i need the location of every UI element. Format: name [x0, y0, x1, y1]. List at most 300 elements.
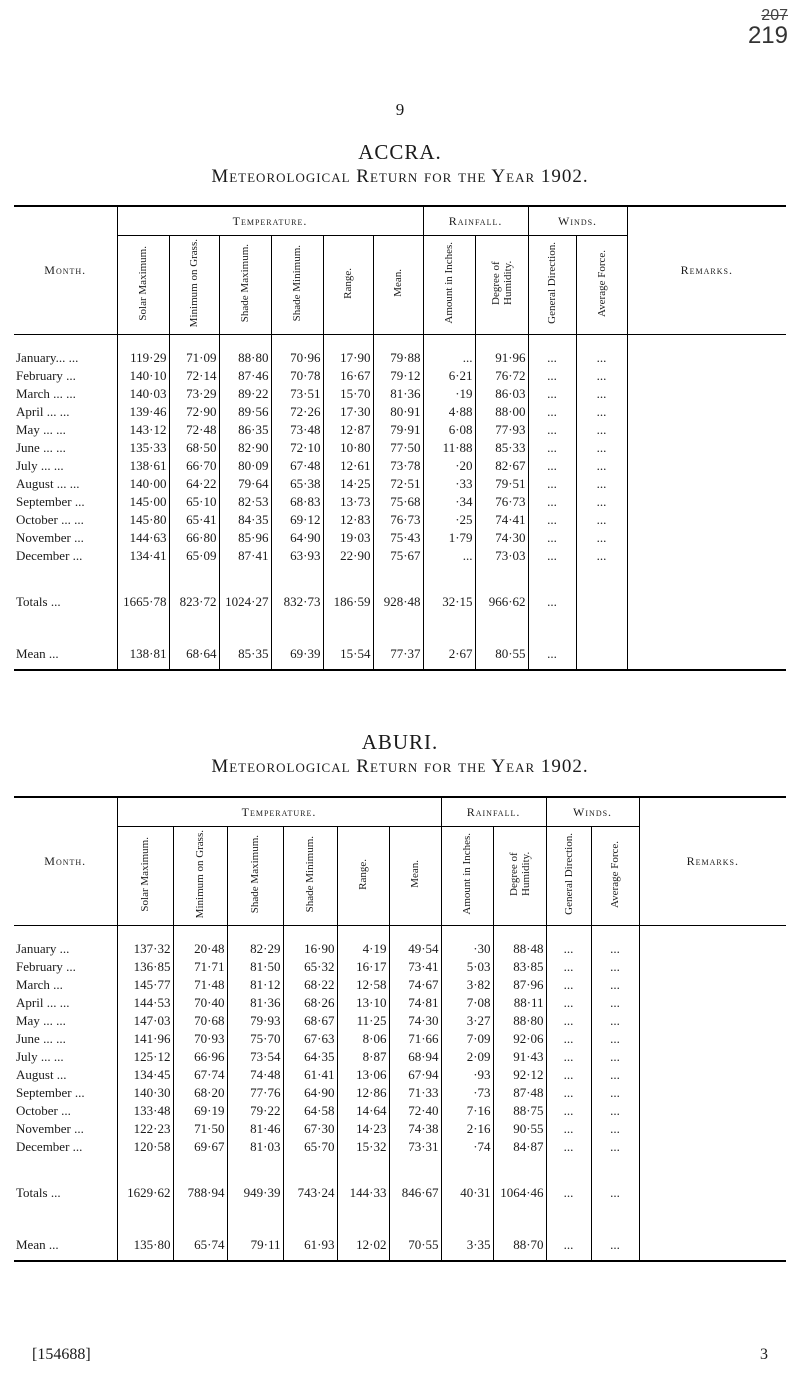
rain-cell: 4·88 [423, 403, 475, 421]
month-cell: March ... ... [16, 386, 76, 401]
month-cell: June ... ... [16, 1031, 66, 1046]
solar-cell: 134·41 [117, 547, 169, 565]
solar-cell: 137·32 [117, 940, 173, 958]
force-cell: ... [591, 994, 639, 1012]
rain-cell: 7·09 [441, 1030, 493, 1048]
rain-cell: 40·31 [441, 1178, 493, 1208]
force-cell: ... [576, 421, 627, 439]
dir-cell: ... [528, 421, 576, 439]
month-cell: May ... ... [16, 422, 66, 437]
range-cell: 19·03 [323, 529, 373, 547]
force-cell: ... [576, 529, 627, 547]
force-cell: ... [591, 1178, 639, 1208]
hum-cell: 91·96 [475, 349, 528, 367]
smin-cell: 72·10 [271, 439, 323, 457]
mean-cell: 67·94 [389, 1066, 441, 1084]
mean-cell: 73·31 [389, 1138, 441, 1156]
spacer-row [14, 565, 786, 587]
totals-row [14, 1178, 786, 1208]
table-row [14, 1048, 786, 1066]
smax-cell: 82·90 [219, 439, 271, 457]
dir-cell: ... [528, 457, 576, 475]
grass-cell: 71·48 [173, 976, 227, 994]
hum-cell: 76·73 [475, 493, 528, 511]
dir-cell: ... [528, 587, 576, 617]
month-cell: Mean ... [16, 646, 59, 661]
smax-cell: 79·93 [227, 1012, 283, 1030]
accra-table [14, 205, 786, 671]
table-row [14, 349, 786, 367]
hum-cell: 79·51 [475, 475, 528, 493]
grass-cell: 71·09 [169, 349, 219, 367]
solar-cell: 1629·62 [117, 1178, 173, 1208]
force-cell: ... [591, 1066, 639, 1084]
solar-cell: 135·80 [117, 1230, 173, 1261]
force-cell: ... [576, 547, 627, 565]
solar-cell: 145·77 [117, 976, 173, 994]
rain-cell: 2·16 [441, 1120, 493, 1138]
solar-cell: 138·81 [117, 639, 169, 670]
spacer-row [14, 335, 786, 350]
range-cell: 8·87 [337, 1048, 389, 1066]
remarks-cell [639, 976, 786, 994]
smin-cell: 61·93 [283, 1230, 337, 1261]
mean-cell: 70·55 [389, 1230, 441, 1261]
table-row [14, 1066, 786, 1084]
range-cell: 16·17 [337, 958, 389, 976]
remarks-cell [639, 940, 786, 958]
dir-cell: ... [546, 1138, 591, 1156]
spacer-row [14, 617, 786, 639]
grass-cell: 72·90 [169, 403, 219, 421]
table-row [14, 439, 786, 457]
table-row [14, 547, 786, 565]
smax-cell: 85·35 [219, 639, 271, 670]
dir-cell: ... [546, 994, 591, 1012]
solar-cell: 122·23 [117, 1120, 173, 1138]
mean-cell: 76·73 [373, 511, 423, 529]
remarks-cell [627, 439, 786, 457]
table-row [14, 1030, 786, 1048]
smax-cell: 79·22 [227, 1102, 283, 1120]
smin-cell: 73·48 [271, 421, 323, 439]
grass-cell: 72·48 [169, 421, 219, 439]
smax-cell: 77·76 [227, 1084, 283, 1102]
solar-cell: 140·03 [117, 385, 169, 403]
smax-cell: 75·70 [227, 1030, 283, 1048]
col-wind-force: Average Force. [576, 236, 627, 335]
col-solar-max: Solar Maximum. [117, 236, 169, 335]
smax-cell: 1024·27 [219, 587, 271, 617]
remarks-cell [627, 421, 786, 439]
col-solar-max: Solar Maximum. [117, 827, 173, 926]
grass-cell: 20·48 [173, 940, 227, 958]
smin-cell: 68·22 [283, 976, 337, 994]
month-header: Month. [14, 206, 117, 335]
rain-cell: 1·79 [423, 529, 475, 547]
smin-cell: 16·90 [283, 940, 337, 958]
smin-cell: 69·39 [271, 639, 323, 670]
hum-cell: 88·48 [493, 940, 546, 958]
mean-cell: 73·78 [373, 457, 423, 475]
remarks-cell [627, 529, 786, 547]
grass-cell: 823·72 [169, 587, 219, 617]
dir-cell: ... [528, 403, 576, 421]
smin-cell: 743·24 [283, 1178, 337, 1208]
dir-cell: ... [528, 475, 576, 493]
remarks-cell [639, 994, 786, 1012]
aburi-table [14, 796, 786, 1262]
mean-row [14, 639, 786, 670]
hum-cell: 88·75 [493, 1102, 546, 1120]
aburi-title: ABURI. [361, 730, 439, 754]
mean-cell: 68·94 [389, 1048, 441, 1066]
smax-cell: 86·35 [219, 421, 271, 439]
temperature-header: Temperature. [117, 206, 423, 236]
month-cell: January ... [16, 941, 70, 956]
smin-cell: 67·30 [283, 1120, 337, 1138]
winds-header: Winds. [546, 797, 639, 827]
mean-cell: 81·36 [373, 385, 423, 403]
grass-cell: 65·41 [169, 511, 219, 529]
footer-code: [154688] [32, 1346, 91, 1363]
footer-sheet: 3 [760, 1346, 768, 1363]
dir-cell: ... [528, 639, 576, 670]
solar-cell: 135·33 [117, 439, 169, 457]
table-row [14, 976, 786, 994]
remarks-cell [639, 1030, 786, 1048]
grass-cell: 73·29 [169, 385, 219, 403]
smin-cell: 65·70 [283, 1138, 337, 1156]
solar-cell: 145·00 [117, 493, 169, 511]
temperature-header: Temperature. [117, 797, 441, 827]
force-cell: ... [591, 1102, 639, 1120]
col-mean: Mean. [389, 827, 441, 926]
solar-cell: 145·80 [117, 511, 169, 529]
remarks-cell [627, 511, 786, 529]
table-row [14, 1084, 786, 1102]
remarks-cell [627, 475, 786, 493]
dir-cell: ... [528, 529, 576, 547]
month-cell: December ... [16, 1139, 83, 1154]
force-cell: ... [576, 367, 627, 385]
range-cell: 10·80 [323, 439, 373, 457]
col-min-grass: Minimum on Grass. [169, 236, 219, 335]
table-row [14, 421, 786, 439]
hum-cell: 1064·46 [493, 1178, 546, 1208]
table-row [14, 493, 786, 511]
mean-cell: 75·67 [373, 547, 423, 565]
remarks-cell [639, 1084, 786, 1102]
smin-cell: 64·90 [271, 529, 323, 547]
table-row [14, 403, 786, 421]
force-cell: ... [591, 1084, 639, 1102]
hum-cell: 87·48 [493, 1084, 546, 1102]
grass-cell: 66·96 [173, 1048, 227, 1066]
force-cell: ... [591, 1138, 639, 1156]
range-cell: 11·25 [337, 1012, 389, 1030]
solar-cell: 119·29 [117, 349, 169, 367]
hum-cell: 88·00 [475, 403, 528, 421]
remarks-cell [639, 1230, 786, 1261]
remarks-cell [627, 349, 786, 367]
rain-cell: 3·27 [441, 1012, 493, 1030]
remarks-cell [627, 587, 786, 617]
force-cell: ... [591, 1030, 639, 1048]
force-cell: ... [576, 439, 627, 457]
mean-cell: 71·33 [389, 1084, 441, 1102]
table-row [14, 385, 786, 403]
grass-cell: 68·64 [169, 639, 219, 670]
grass-cell: 68·20 [173, 1084, 227, 1102]
remarks-cell [627, 547, 786, 565]
mean-cell: 74·81 [389, 994, 441, 1012]
mean-cell: 73·41 [389, 958, 441, 976]
smin-cell: 61·41 [283, 1066, 337, 1084]
table-row [14, 1138, 786, 1156]
hum-cell: 87·96 [493, 976, 546, 994]
remarks-cell [639, 1012, 786, 1030]
month-cell: April ... ... [16, 404, 70, 419]
col-mean: Mean. [373, 236, 423, 335]
rain-cell: 6·21 [423, 367, 475, 385]
remarks-cell [627, 367, 786, 385]
dir-cell: ... [546, 1030, 591, 1048]
totals-row [14, 587, 786, 617]
col-rain-amount: Amount in Inches. [441, 827, 493, 926]
hum-cell: 84·87 [493, 1138, 546, 1156]
remarks-cell [627, 403, 786, 421]
smin-cell: 64·90 [283, 1084, 337, 1102]
grass-cell: 67·74 [173, 1066, 227, 1084]
remarks-cell [639, 1120, 786, 1138]
rain-cell: 6·08 [423, 421, 475, 439]
range-cell: 4·19 [337, 940, 389, 958]
new-page-number: 219 [747, 22, 788, 49]
remarks-cell [627, 385, 786, 403]
solar-cell: 120·58 [117, 1138, 173, 1156]
mean-cell: 80·91 [373, 403, 423, 421]
dir-cell: ... [546, 1178, 591, 1208]
smin-cell: 64·58 [283, 1102, 337, 1120]
smin-cell: 68·26 [283, 994, 337, 1012]
page-stamp [748, 8, 788, 48]
grass-cell: 70·40 [173, 994, 227, 1012]
rain-cell: ... [423, 547, 475, 565]
smax-cell: 89·56 [219, 403, 271, 421]
rain-cell: ·25 [423, 511, 475, 529]
solar-cell: 134·45 [117, 1066, 173, 1084]
rain-cell: 3·35 [441, 1230, 493, 1261]
rain-cell: ·33 [423, 475, 475, 493]
force-cell: ... [576, 349, 627, 367]
table-row [14, 1012, 786, 1030]
grass-cell: 68·50 [169, 439, 219, 457]
force-cell: ... [576, 475, 627, 493]
range-cell: 15·32 [337, 1138, 389, 1156]
dir-cell: ... [528, 349, 576, 367]
remarks-header: Remarks. [627, 206, 786, 335]
col-shade-min: Shade Minimum. [283, 827, 337, 926]
range-cell: 12·02 [337, 1230, 389, 1261]
range-cell: 22·90 [323, 547, 373, 565]
rainfall-header: Rainfall. [441, 797, 546, 827]
month-cell: December ... [16, 548, 83, 563]
remarks-cell [639, 1178, 786, 1208]
col-shade-min: Shade Minimum. [271, 236, 323, 335]
col-min-grass: Minimum on Grass. [173, 827, 227, 926]
month-cell: Totals ... [16, 1185, 61, 1200]
range-cell: 16·67 [323, 367, 373, 385]
mean-row [14, 1230, 786, 1261]
rain-cell: 7·16 [441, 1102, 493, 1120]
grass-cell: 71·71 [173, 958, 227, 976]
hum-cell: 88·80 [493, 1012, 546, 1030]
month-cell: August ... ... [16, 476, 80, 491]
month-cell: February ... [16, 368, 76, 383]
smin-cell: 67·48 [271, 457, 323, 475]
mean-cell: 71·66 [389, 1030, 441, 1048]
smax-cell: 82·29 [227, 940, 283, 958]
dir-cell: ... [546, 958, 591, 976]
table-row [14, 367, 786, 385]
smax-cell: 80·09 [219, 457, 271, 475]
dir-cell: ... [546, 1102, 591, 1120]
month-cell: Totals ... [16, 594, 61, 609]
grass-cell: 66·80 [169, 529, 219, 547]
month-cell: June ... ... [16, 440, 66, 455]
grass-cell: 69·67 [173, 1138, 227, 1156]
hum-cell: 88·70 [493, 1230, 546, 1261]
grass-cell: 65·09 [169, 547, 219, 565]
spacer-row [14, 926, 786, 941]
remarks-cell [639, 1102, 786, 1120]
col-wind-force: Average Force. [591, 827, 639, 926]
force-cell: ... [591, 976, 639, 994]
spacer-row [14, 1156, 786, 1178]
range-cell: 15·54 [323, 639, 373, 670]
col-wind-direction: General Direction. [528, 236, 576, 335]
solar-cell: 140·10 [117, 367, 169, 385]
remarks-header: Remarks. [639, 797, 786, 926]
range-cell: 14·64 [337, 1102, 389, 1120]
rain-cell: 7·08 [441, 994, 493, 1012]
remarks-cell [639, 1138, 786, 1156]
smax-cell: 949·39 [227, 1178, 283, 1208]
month-cell: March ... [16, 977, 63, 992]
grass-cell: 72·14 [169, 367, 219, 385]
range-cell: 12·83 [323, 511, 373, 529]
smax-cell: 74·48 [227, 1066, 283, 1084]
grass-cell: 71·50 [173, 1120, 227, 1138]
smax-cell: 87·46 [219, 367, 271, 385]
hum-cell: 76·72 [475, 367, 528, 385]
rain-cell: 11·88 [423, 439, 475, 457]
solar-cell: 144·63 [117, 529, 169, 547]
month-cell: November ... [16, 1121, 84, 1136]
dir-cell: ... [546, 1120, 591, 1138]
rain-cell: 5·03 [441, 958, 493, 976]
remarks-cell [627, 493, 786, 511]
smin-cell: 70·96 [271, 349, 323, 367]
hum-cell: 91·43 [493, 1048, 546, 1066]
table-row [14, 511, 786, 529]
grass-cell: 69·19 [173, 1102, 227, 1120]
range-cell: 144·33 [337, 1178, 389, 1208]
table-row [14, 475, 786, 493]
smin-cell: 832·73 [271, 587, 323, 617]
rain-cell: 32·15 [423, 587, 475, 617]
remarks-cell [639, 1066, 786, 1084]
page-number: 9 [395, 100, 405, 119]
solar-cell: 140·00 [117, 475, 169, 493]
hum-cell: 74·30 [475, 529, 528, 547]
month-cell: April ... ... [16, 995, 70, 1010]
force-cell [576, 639, 627, 670]
solar-cell: 138·61 [117, 457, 169, 475]
range-cell: 186·59 [323, 587, 373, 617]
solar-cell: 141·96 [117, 1030, 173, 1048]
force-cell: ... [576, 493, 627, 511]
smin-cell: 65·38 [271, 475, 323, 493]
aburi-subtitle: Meteorological Return for the Year 1902. [211, 756, 589, 777]
col-shade-max: Shade Maximum. [227, 827, 283, 926]
smax-cell: 87·41 [219, 547, 271, 565]
month-cell: February ... [16, 959, 76, 974]
solar-cell: 125·12 [117, 1048, 173, 1066]
smin-cell: 67·63 [283, 1030, 337, 1048]
month-header: Month. [14, 797, 117, 926]
solar-cell: 133·48 [117, 1102, 173, 1120]
mean-cell: 74·67 [389, 976, 441, 994]
solar-cell: 1665·78 [117, 587, 169, 617]
rain-cell: 2·09 [441, 1048, 493, 1066]
grass-cell: 70·68 [173, 1012, 227, 1030]
grass-cell: 70·93 [173, 1030, 227, 1048]
table-row [14, 940, 786, 958]
hum-cell: 83·85 [493, 958, 546, 976]
rain-cell: ·34 [423, 493, 475, 511]
rain-cell: ·74 [441, 1138, 493, 1156]
rain-cell: ·20 [423, 457, 475, 475]
smax-cell: 82·53 [219, 493, 271, 511]
force-cell: ... [591, 1120, 639, 1138]
month-cell: October ... ... [16, 512, 84, 527]
smax-cell: 79·11 [227, 1230, 283, 1261]
month-cell: September ... [16, 494, 85, 509]
spacer-row [14, 1208, 786, 1230]
solar-cell: 143·12 [117, 421, 169, 439]
solar-cell: 140·30 [117, 1084, 173, 1102]
remarks-cell [639, 958, 786, 976]
hum-cell: 92·06 [493, 1030, 546, 1048]
smax-cell: 81·36 [227, 994, 283, 1012]
smin-cell: 68·67 [283, 1012, 337, 1030]
col-rain-amount: Amount in Inches. [423, 236, 475, 335]
smax-cell: 81·50 [227, 958, 283, 976]
hum-cell: 74·41 [475, 511, 528, 529]
smin-cell: 72·26 [271, 403, 323, 421]
smax-cell: 85·96 [219, 529, 271, 547]
range-cell: 17·90 [323, 349, 373, 367]
rain-cell: ·73 [441, 1084, 493, 1102]
smax-cell: 81·03 [227, 1138, 283, 1156]
mean-cell: 75·43 [373, 529, 423, 547]
range-cell: 13·10 [337, 994, 389, 1012]
solar-cell: 147·03 [117, 1012, 173, 1030]
dir-cell: ... [528, 367, 576, 385]
hum-cell: 73·03 [475, 547, 528, 565]
